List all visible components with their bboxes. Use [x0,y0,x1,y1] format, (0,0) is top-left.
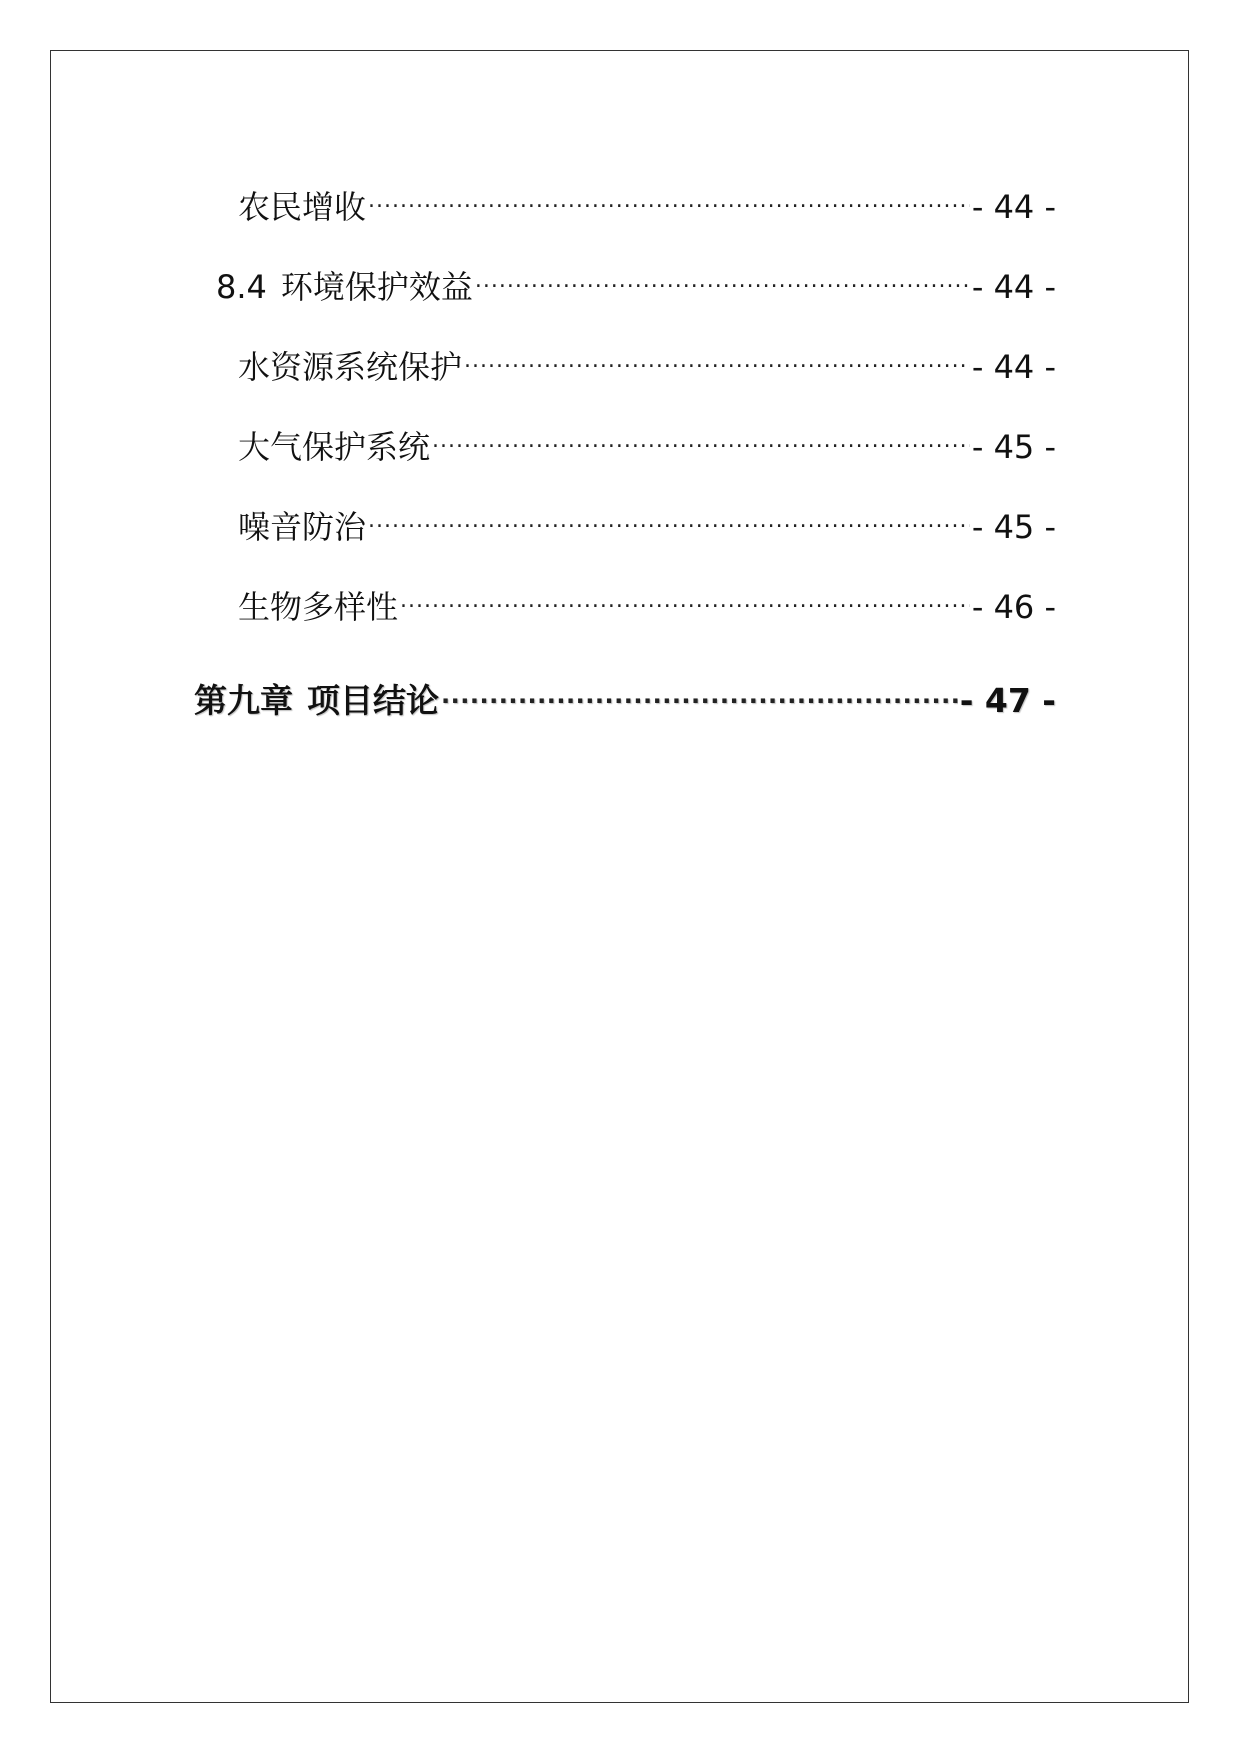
dot-leader [368,498,970,538]
toc-entry-page: - 44 - [971,188,1056,226]
dot-leader [464,338,970,378]
toc-entry-page: - 45 - [971,508,1056,546]
toc-entry-title: 农民增收 [238,188,367,226]
toc-entry-chapter-9[interactable] [194,672,1056,721]
toc-entry-8-4[interactable] [216,258,1056,307]
toc-entry-water-resources[interactable] [238,338,1056,387]
dot-leader [400,578,970,618]
toc-entry-page: - 47 - [959,681,1056,720]
toc-entry-page: - 44 - [971,348,1056,386]
toc-entry-page: - 45 - [971,428,1056,466]
toc-entry-title: 项目结论 [307,681,439,720]
toc-entry-title: 生物多样性 [238,588,399,626]
toc-entry-page: - 44 - [971,268,1056,306]
toc-entry-page: - 46 - [971,588,1056,626]
toc-entry-number: 8.4 [216,268,267,306]
dot-leader [368,178,970,218]
toc-entry-farmer-income[interactable] [238,178,1056,227]
dot-leader [432,418,970,458]
toc-entry-title: 大气保护系统 [238,428,431,466]
dot-leader [441,672,958,712]
toc-entry-biodiversity[interactable] [238,578,1056,627]
toc-entry-noise-control[interactable] [238,498,1056,547]
toc-entry-title: 环境保护效益 [280,268,473,306]
dot-leader [475,258,970,298]
toc-entry-air-protection[interactable] [238,418,1056,467]
toc-entry-title: 水资源系统保护 [238,348,463,386]
toc-chapter-number: 第九章 [194,681,293,720]
toc-entry-title: 噪音防治 [238,508,367,546]
